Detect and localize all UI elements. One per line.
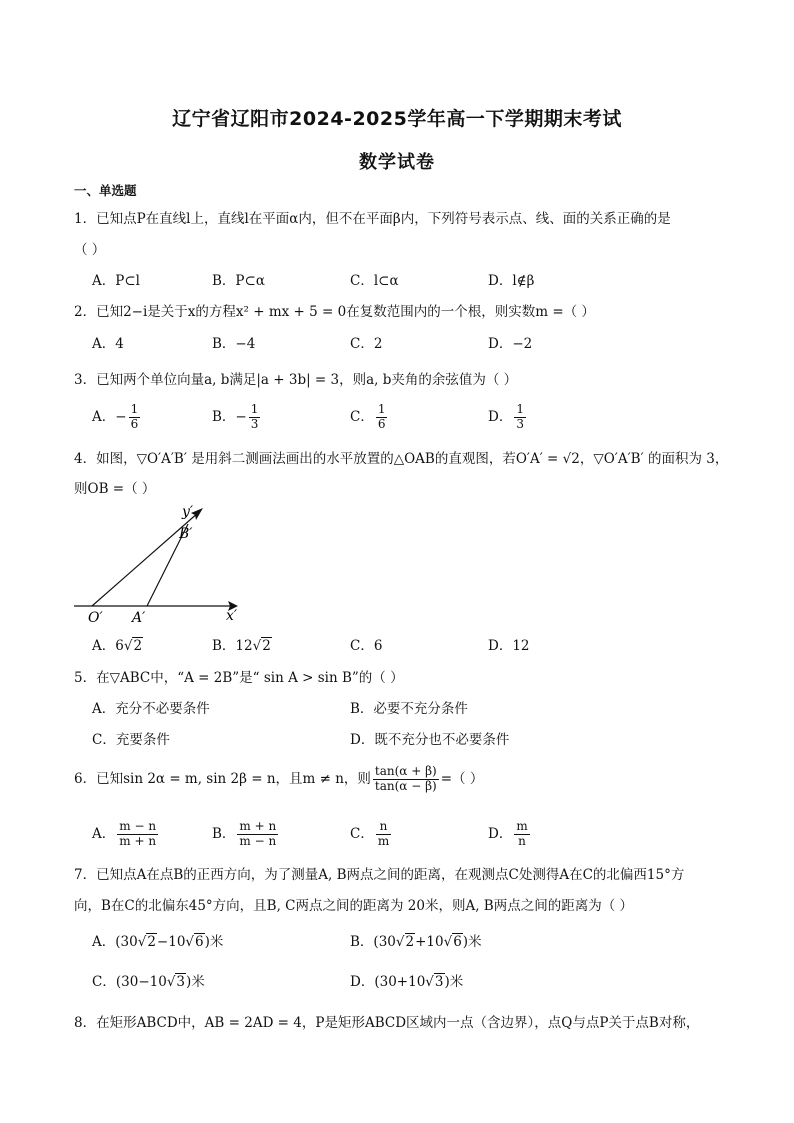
q4-option-d: D．12 xyxy=(488,638,530,654)
label-b: B′ xyxy=(179,526,193,542)
label-a: A′ xyxy=(132,610,146,626)
page-subtitle: 数学试卷 xyxy=(359,152,435,173)
q4-text-2: 则OB =（ ） xyxy=(74,481,156,497)
label-y: y′ xyxy=(182,504,194,520)
label-x: x′ xyxy=(226,608,238,624)
q1-option-b: B．P⊂α xyxy=(212,273,265,289)
q5-option-c: C．充要条件 xyxy=(92,732,170,748)
q3-option-d: D． $\frac{1}{3}$ xyxy=(488,402,524,431)
q2-option-c: C．2 xyxy=(350,336,383,352)
q7-text: 7．已知点A在点B的正西方向，为了测量A, B两点之间的距离，在观测点C处测得A在C的北偏西15°方 xyxy=(74,867,685,883)
q7-option-c: C．(30−10√3)米 xyxy=(92,974,205,990)
label-o: O′ xyxy=(88,610,103,626)
q4-option-b: B．12√2 xyxy=(212,638,271,654)
q1-option-c: C．l⊂α xyxy=(350,273,399,289)
q5-option-b: B．必要不充分条件 xyxy=(350,701,468,717)
q5-option-a: A．充分不必要条件 xyxy=(92,701,210,717)
q1-option-d: D．l∉β xyxy=(488,273,535,289)
page-title: 辽宁省辽阳市2024-2025学年高一下学期期末考试 xyxy=(172,108,622,130)
q6-option-a: A． $\frac{m - n}{m + n}$ xyxy=(92,819,157,848)
q7-option-d: D．(30+10√3)米 xyxy=(350,974,464,990)
q3-option-c: C． $\frac{1}{6}$ xyxy=(350,402,386,431)
q2-option-a: A．4 xyxy=(92,336,124,352)
q1-blank: （ ） xyxy=(74,242,106,258)
q2-text: 2．已知2−i是关于x的方程x² + mx + 5 = 0在复数范围内的一个根，则实数m =（ ） xyxy=(74,304,595,320)
q5-text: 5．在▽ABC中，“A = 2B”是“ sin A > sin B”的（ ） xyxy=(74,670,404,686)
q1-text: 1．已知点P在直线l上，直线l在平面α内，但不在平面β内，下列符号表示点、线、面的关系正确的是 xyxy=(74,211,671,227)
section-heading: 一、单选题 xyxy=(74,183,137,198)
q7-option-b: B．(30√2+10√6)米 xyxy=(350,934,482,950)
q7-text-2: 向，B在C的北偏东45°方向，且B, C两点之间的距离为 20米，则A, B两点之间的距离为（ ） xyxy=(74,898,634,914)
q3-option-b: B．− $\frac{1}{3}$ xyxy=(212,402,259,431)
q6-option-d: D． $\frac{m}{n}$ xyxy=(488,819,528,848)
q2-option-b: B．−4 xyxy=(212,336,256,352)
q3-option-a: A．− $\frac{1}{6}$ xyxy=(92,402,139,431)
q6-text: 6．已知sin 2α = m, sin 2β = n，且m ≠ n，则 $\frac{\tan(\alpha + \beta)}{\tan(\alpha - \beta)}$ =（ ） xyxy=(74,764,484,793)
q1-option-a: A．P⊂l xyxy=(92,273,140,289)
q4-option-a: A．6√2 xyxy=(92,638,143,654)
q6-option-b: B． $\frac{m + n}{m - n}$ xyxy=(212,819,277,848)
q6-option-c: C． $\frac{n}{m}$ xyxy=(350,819,390,848)
q3-text: 3．已知两个单位向量a, b满足|a + 3b| = 3，则a, b夹角的余弦值为（ ） xyxy=(74,372,518,388)
q8-text: 8．在矩形ABCD中，AB = 2AD = 4，P是矩形ABCD区域内一点（含边界），点Q与点P关于点B对称， xyxy=(74,1015,700,1031)
q5-option-d: D．既不充分也不必要条件 xyxy=(350,732,510,748)
q7-option-a: A．(30√2−10√6)米 xyxy=(92,934,224,950)
q4-option-c: C．6 xyxy=(350,638,383,654)
q2-option-d: D．−2 xyxy=(488,336,533,352)
q4-figure xyxy=(70,500,250,630)
q4-text: 4．如图，▽O′A′B′ 是用斜二测画法画出的水平放置的△OAB的直观图，若O′A′ = √2，▽O′A′B′ 的面积为 3， xyxy=(74,451,729,467)
